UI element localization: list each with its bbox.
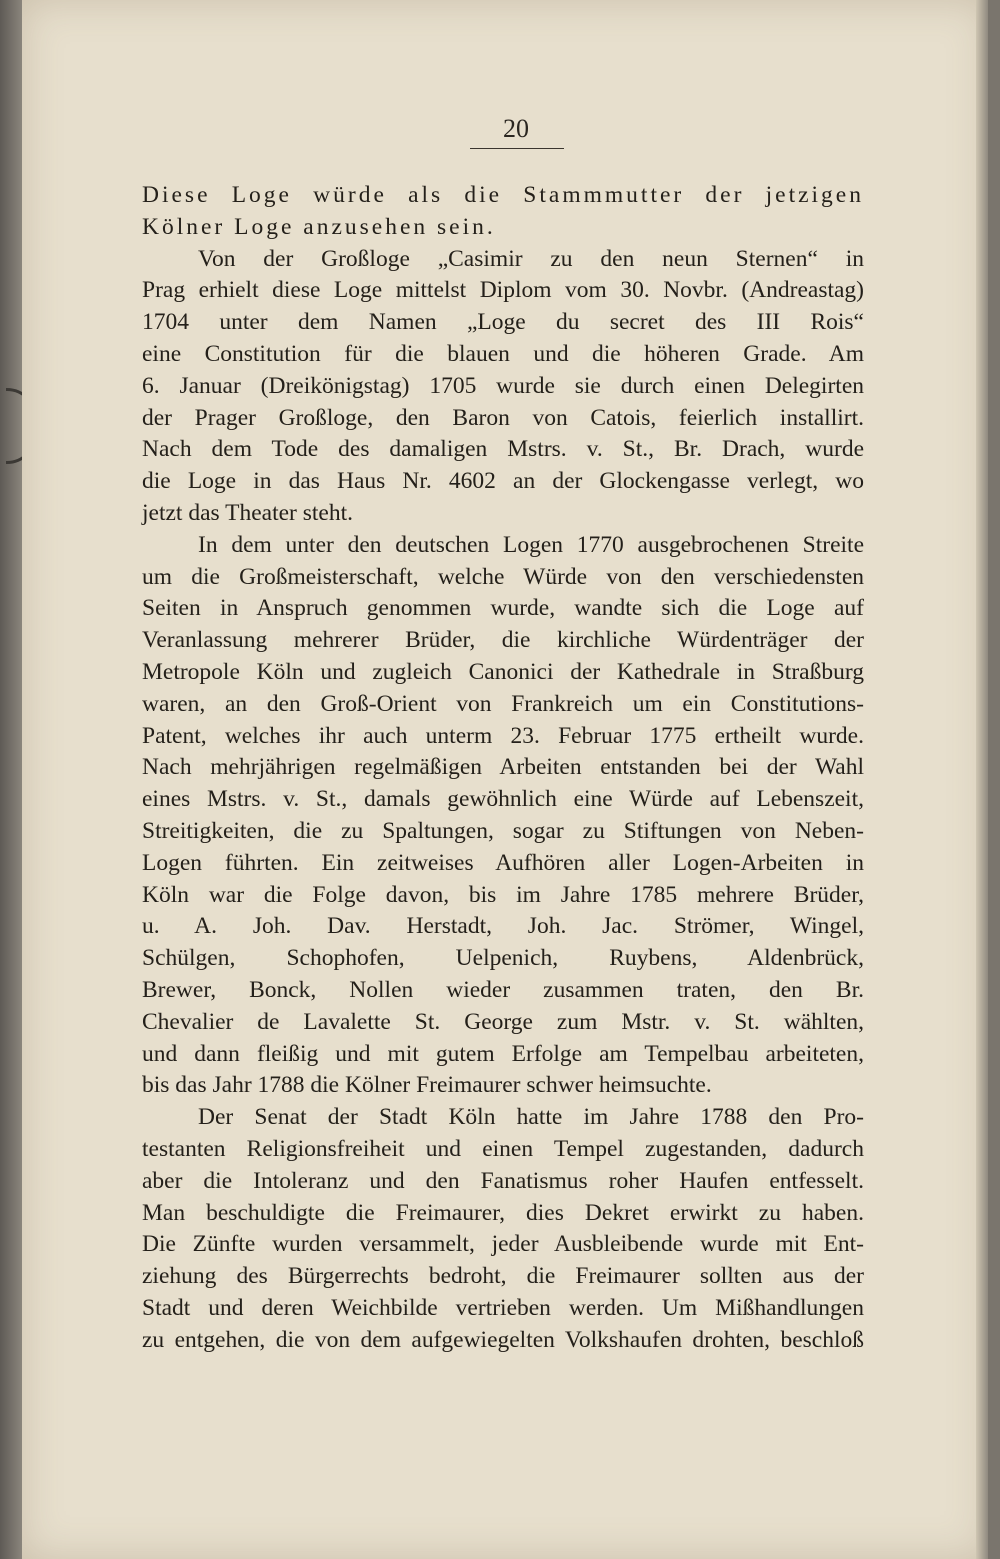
text-line: testanten Religionsfreiheit und einen Tempel zugestanden, dadurch <box>142 1135 864 1162</box>
text-line: Seiten in Anspruch genommen wurde, wandte sich die Loge auf <box>142 595 864 622</box>
text-line: um die Großmeisterschaft, welche Würde von den verschiedensten <box>142 563 864 590</box>
text-line: der Prager Großloge, den Baron von Catois, feierlich installirt. <box>142 404 864 431</box>
paragraph-2 <box>142 244 864 530</box>
text-line: In dem unter den deutschen Logen 1770 ausgebrochenen Streite <box>198 531 864 558</box>
page-number-rule <box>470 148 564 149</box>
text-line: Nach dem Tode des damaligen Mstrs. v. St., Br. Drach, wurde <box>142 436 864 463</box>
text-line: Streitigkeiten, die zu Spaltungen, sogar zu Stiftungen von Neben- <box>142 817 864 844</box>
text-line: Prag erhielt diese Loge mittelst Diplom vom 30. Novbr. (Andreastag) <box>142 277 864 304</box>
text-line: 6. Januar (Dreikönigstag) 1705 wurde sie durch einen Delegirten <box>142 372 864 399</box>
paragraph-4 <box>142 1102 864 1356</box>
text-line: aber die Intoleranz und den Fanatismus roher Haufen entfesselt. <box>142 1167 864 1194</box>
text-line: Chevalier de Lavalette St. George zum Mstr. v. St. wählten, <box>142 1008 864 1035</box>
text-line: Kölner Loge anzusehen sein. <box>142 213 496 240</box>
text-line: Stadt und deren Weichbilde vertrieben werden. Um Mißhandlungen <box>142 1294 864 1321</box>
text-line: Logen führten. Ein zeitweises Aufhören aller Logen-Arbeiten in <box>142 849 864 876</box>
text-line: jetzt das Theater steht. <box>142 499 353 526</box>
text-line: zu entgehen, die von dem aufgewiegelten Volkshaufen drohten, beschloß <box>142 1326 864 1353</box>
text-line: Patent, welches ihr auch unterm 23. Februar 1775 ertheilt wurde. <box>142 722 864 749</box>
text-line: Die Zünfte wurden versammelt, jeder Ausbleibende wurde mit Ent- <box>142 1231 864 1258</box>
text-line: Nach mehrjährigen regelmäßigen Arbeiten entstanden bei der Wahl <box>142 754 864 781</box>
text-line: Von der Großloge „Casimir zu den neun Sternen“ in <box>198 245 864 272</box>
text-line: waren, an den Groß-Orient von Frankreich um ein Constitutions- <box>142 690 864 717</box>
text-line: 1704 unter dem Namen „Loge du secret des III Rois“ <box>142 309 864 336</box>
book-binding-edge <box>0 0 22 1559</box>
text-line: Veranlassung mehrerer Brüder, die kirchliche Würdenträger der <box>142 627 864 654</box>
page-number: 20 <box>503 114 529 143</box>
paragraph-1 <box>142 180 864 244</box>
text-line: eine Constitution für die blauen und die höheren Grade. Am <box>142 340 864 367</box>
text-line: Schülgen, Schophofen, Uelpenich, Ruybens, Aldenbrück, <box>142 945 864 972</box>
text-line: Köln war die Folge davon, bis im Jahre 1785 mehrere Brüder, <box>142 881 864 908</box>
text-line: eines Mstrs. v. St., damals gewöhnlich eine Würde auf Lebenszeit, <box>142 786 864 813</box>
text-line: Der Senat der Stadt Köln hatte im Jahre 1788 den Pro- <box>198 1104 864 1131</box>
page-right-edge <box>976 0 988 1559</box>
text-line: und dann fleißig und mit gutem Erfolge am Tempelbau arbeiteten, <box>142 1040 864 1067</box>
text-line: die Loge in das Haus Nr. 4602 an der Glockengasse verlegt, wo <box>142 468 864 495</box>
body-text <box>142 180 864 1356</box>
text-line: Diese Loge würde als die Stammmutter der jetzigen <box>142 182 864 208</box>
text-line: Brewer, Bonck, Nollen wieder zusammen traten, den Br. <box>142 976 864 1003</box>
paragraph-3 <box>142 530 864 1102</box>
text-line: Man beschuldigte die Freimaurer, dies Dekret erwirkt zu haben. <box>142 1199 864 1226</box>
text-line: bis das Jahr 1788 die Kölner Freimaurer schwer heimsuchte. <box>142 1072 712 1099</box>
text-line: ziehung des Bürgerrechts bedroht, die Freimaurer sollten aus der <box>142 1263 864 1290</box>
text-line: u. A. Joh. Dav. Herstadt, Joh. Jac. Strömer, Wingel, <box>142 913 864 940</box>
text-line: Metropole Köln und zugleich Canonici der Kathedrale in Straßburg <box>142 658 864 685</box>
